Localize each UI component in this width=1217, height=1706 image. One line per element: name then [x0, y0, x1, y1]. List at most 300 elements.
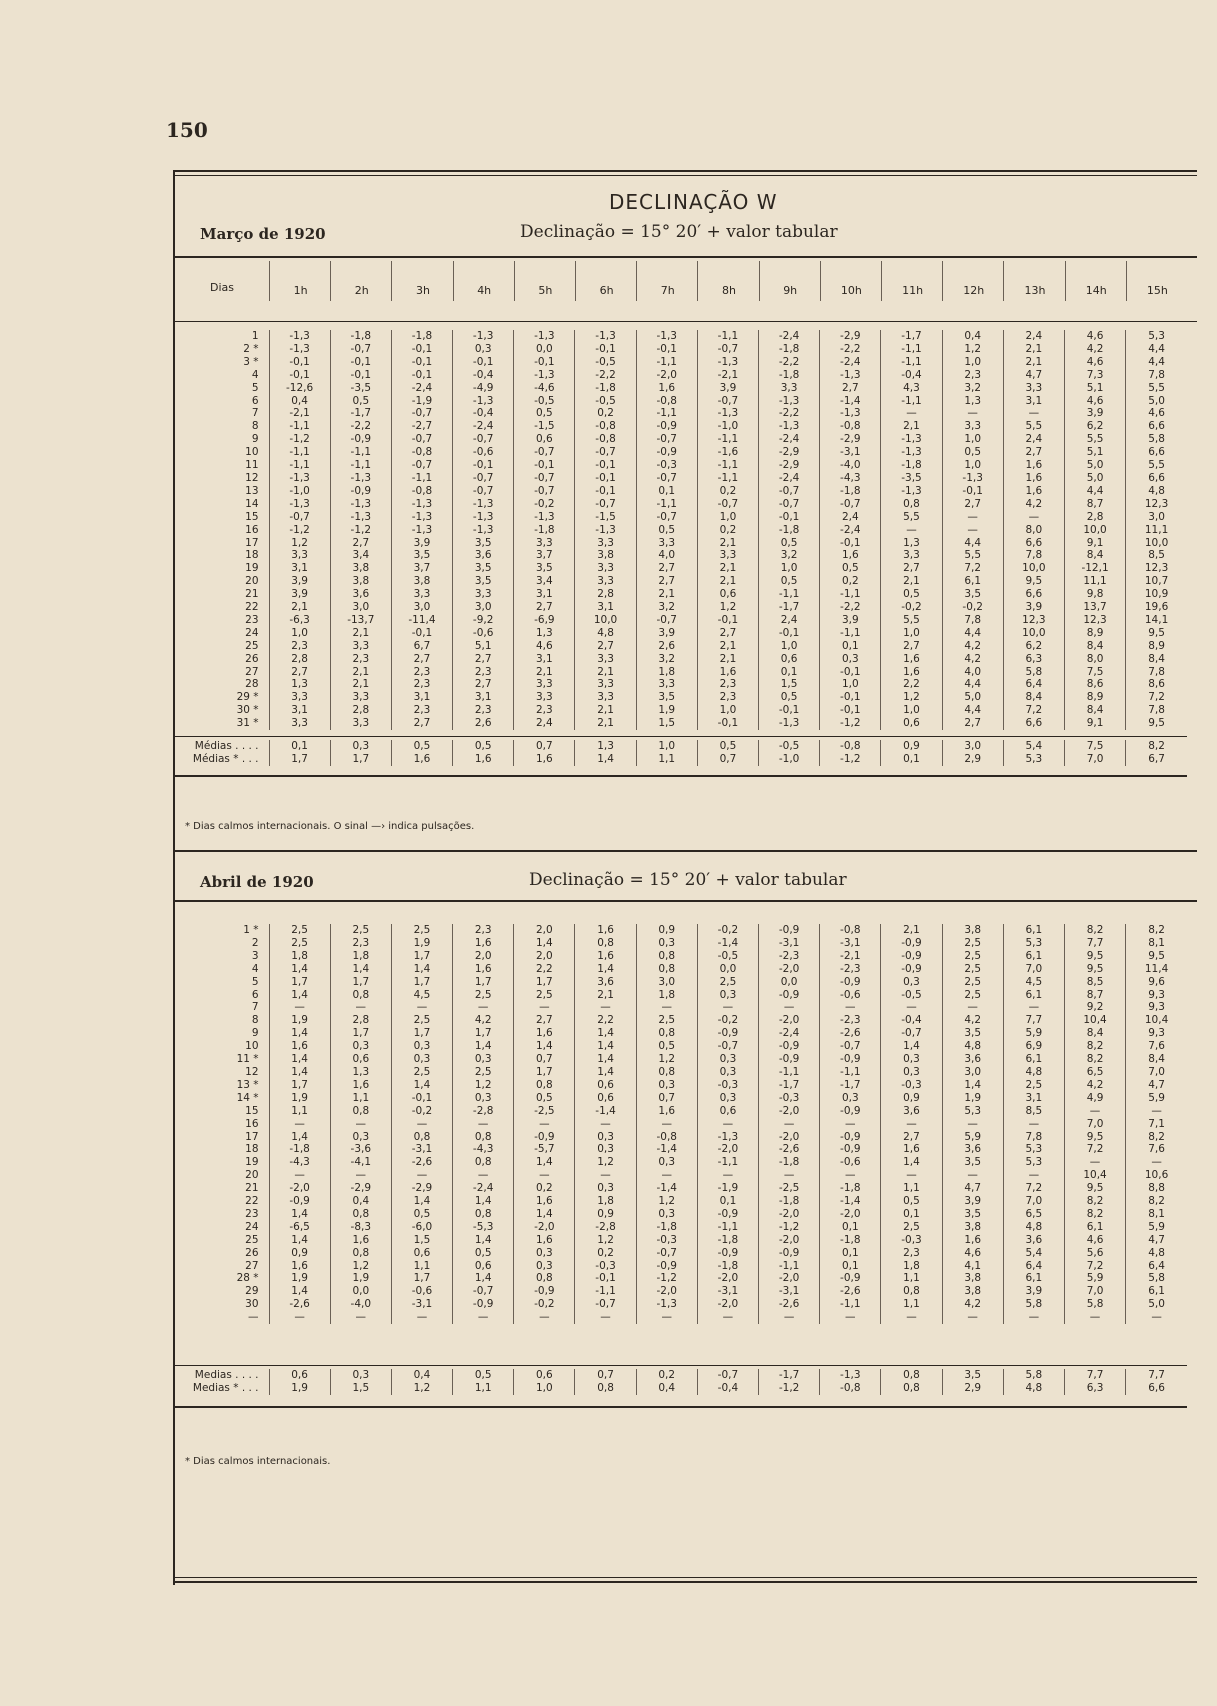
value-cell: -1,3 — [942, 472, 1003, 485]
value-cell: 9,5 — [1064, 963, 1125, 976]
day-label: Médias * . . . — [192, 752, 259, 765]
value-cell: 10,0 — [575, 614, 636, 627]
value-cell: -0,6 — [453, 446, 514, 459]
value-cell: 3,1 — [269, 562, 330, 575]
value-cell: — — [881, 1169, 942, 1182]
value-cell: 1,6 — [575, 924, 636, 937]
value-cell: 3,8 — [330, 575, 391, 588]
value-cell: -1,3 — [759, 717, 820, 730]
value-cell: 3,2 — [942, 382, 1003, 395]
value-cell: -1,1 — [820, 1298, 881, 1311]
value-cell: 3,3 — [942, 420, 1003, 433]
value-cell: 4,7 — [1126, 1079, 1187, 1092]
value-cell: 8,2 — [1064, 1040, 1125, 1053]
value-cell: 1,9 — [942, 1092, 1003, 1105]
day-label: 15 — [245, 510, 259, 523]
value-cell: 0,5 — [514, 1092, 575, 1105]
day-label: 6 — [251, 394, 259, 407]
value-cell: -0,9 — [820, 1272, 881, 1285]
value-cell: 6,6 — [1126, 1382, 1187, 1395]
value-cell: -0,8 — [636, 395, 697, 408]
value-cell: 1,2 — [881, 691, 942, 704]
value-cell: 2,1 — [575, 989, 636, 1002]
value-cell: — — [820, 1001, 881, 1014]
value-cell: 1,3 — [575, 740, 636, 753]
day-label: 14 * — [236, 1091, 259, 1104]
day-label: 21 — [245, 1182, 259, 1195]
value-cell: -1,3 — [453, 511, 514, 524]
value-cell: 2,5 — [942, 989, 1003, 1002]
table-row — [175, 1027, 1187, 1040]
value-cell: 4,8 — [1003, 1382, 1064, 1395]
value-cell: 2,7 — [514, 1014, 575, 1027]
value-cell: 1,7 — [269, 753, 330, 766]
value-cell: 2,2 — [881, 678, 942, 691]
value-cell: 1,2 — [636, 1195, 697, 1208]
value-cell: -9,2 — [453, 614, 514, 627]
value-cell: 0,3 — [514, 1260, 575, 1273]
value-cell: -1,3 — [636, 330, 697, 343]
value-cell: -0,7 — [391, 407, 452, 420]
value-cell: -0,6 — [820, 989, 881, 1002]
table-row — [175, 627, 1187, 640]
value-cell: 3,3 — [575, 678, 636, 691]
value-cell: 6,6 — [1126, 446, 1187, 459]
value-cell: 1,2 — [453, 1079, 514, 1092]
value-cell: 2,5 — [942, 976, 1003, 989]
value-cell: 7,0 — [1064, 1285, 1125, 1298]
value-cell: -0,9 — [269, 1195, 330, 1208]
value-cell: -0,8 — [636, 1131, 697, 1144]
value-cell: -2,2 — [820, 343, 881, 356]
value-cell: 7,3 — [1064, 369, 1125, 382]
value-cell: 9,5 — [1126, 627, 1187, 640]
value-cell: 2,6 — [636, 640, 697, 653]
value-cell: -1,1 — [269, 420, 330, 433]
value-cell: 3,5 — [514, 562, 575, 575]
day-label: 4 — [251, 368, 259, 381]
value-cell: 0,5 — [453, 740, 514, 753]
value-cell: 1,9 — [636, 704, 697, 717]
value-cell: -1,9 — [697, 1182, 758, 1195]
value-cell: -1,8 — [330, 330, 391, 343]
value-cell: — — [1003, 1311, 1064, 1324]
value-cell: 0,9 — [636, 924, 697, 937]
table-row — [175, 459, 1187, 472]
table-row — [175, 704, 1187, 717]
value-cell: — — [697, 1169, 758, 1182]
value-cell: 8,9 — [1064, 691, 1125, 704]
value-cell: 5,3 — [1003, 937, 1064, 950]
value-cell: -0,2 — [391, 1105, 452, 1118]
header-hour-2: 2h — [330, 261, 392, 301]
value-cell: -0,4 — [881, 1014, 942, 1027]
value-cell: 11,1 — [1126, 524, 1187, 537]
value-cell: 9,3 — [1126, 989, 1187, 1002]
value-cell: 1,1 — [453, 1382, 514, 1395]
table-row — [175, 356, 1187, 369]
value-cell: 0,8 — [330, 1247, 391, 1260]
value-cell: 6,3 — [1003, 653, 1064, 666]
value-cell: 8,9 — [1064, 627, 1125, 640]
value-cell: 5,3 — [1126, 330, 1187, 343]
value-cell: -1,0 — [697, 420, 758, 433]
day-label: 20 — [245, 1169, 259, 1182]
value-cell: 7,0 — [1064, 1118, 1125, 1131]
means-row — [175, 753, 1187, 766]
value-cell: 3,8 — [575, 549, 636, 562]
value-cell: -0,9 — [820, 1105, 881, 1118]
table-row — [175, 691, 1187, 704]
value-cell: 8,2 — [1064, 1208, 1125, 1221]
value-cell: 4,2 — [1003, 498, 1064, 511]
value-cell: -1,3 — [881, 485, 942, 498]
value-cell: 6,1 — [1003, 950, 1064, 963]
value-cell: 3,9 — [942, 1195, 1003, 1208]
value-cell: 3,2 — [759, 549, 820, 562]
value-cell: -0,2 — [514, 1298, 575, 1311]
value-cell: 1,4 — [575, 753, 636, 766]
value-cell: -1,8 — [759, 1156, 820, 1169]
value-cell: -2,3 — [820, 1014, 881, 1027]
value-cell: 1,4 — [453, 1272, 514, 1285]
value-cell: 9,5 — [1126, 950, 1187, 963]
value-cell: 1,6 — [514, 1195, 575, 1208]
value-cell: 1,8 — [575, 1195, 636, 1208]
value-cell: — — [759, 1118, 820, 1131]
header-day: Dias — [210, 281, 234, 294]
value-cell: 1,3 — [881, 537, 942, 550]
value-cell: -1,2 — [759, 1382, 820, 1395]
value-cell: 1,7 — [391, 976, 452, 989]
value-cell: 6,4 — [1003, 1260, 1064, 1273]
april-formula: Declinação = 15° 20′ + valor tabular — [529, 870, 847, 890]
value-cell: -1,5 — [514, 420, 575, 433]
value-cell: 0,3 — [453, 1092, 514, 1105]
value-cell: 1,7 — [453, 976, 514, 989]
value-cell: — — [269, 1001, 330, 1014]
value-cell: 4,0 — [942, 666, 1003, 679]
value-cell: -0,9 — [881, 950, 942, 963]
value-cell: 3,8 — [330, 562, 391, 575]
value-cell: 1,4 — [575, 1027, 636, 1040]
value-cell: 0,7 — [636, 1092, 697, 1105]
value-cell: 8,1 — [1126, 1208, 1187, 1221]
day-label: 11 * — [236, 1053, 259, 1066]
value-cell: 0,3 — [636, 937, 697, 950]
value-cell: -0,7 — [697, 498, 758, 511]
value-cell: 2,1 — [575, 666, 636, 679]
value-cell: 5,0 — [942, 691, 1003, 704]
value-cell: 2,0 — [514, 924, 575, 937]
table-row — [175, 1311, 1187, 1324]
value-cell: 3,3 — [514, 678, 575, 691]
value-cell: 3,3 — [636, 537, 697, 550]
value-cell: 0,8 — [453, 1208, 514, 1221]
value-cell: 6,1 — [1003, 924, 1064, 937]
value-cell: 0,5 — [759, 537, 820, 550]
value-cell: -0,5 — [514, 395, 575, 408]
value-cell: 3,3 — [391, 588, 452, 601]
value-cell: 0,1 — [269, 740, 330, 753]
table-row — [175, 976, 1187, 989]
value-cell: -0,1 — [575, 1272, 636, 1285]
value-cell: -1,1 — [330, 446, 391, 459]
value-cell: 4,2 — [1064, 343, 1125, 356]
value-cell: -1,3 — [575, 524, 636, 537]
value-cell: -1,1 — [269, 446, 330, 459]
value-cell: 2,4 — [820, 511, 881, 524]
value-cell: 1,4 — [575, 1040, 636, 1053]
value-cell: 1,8 — [881, 1260, 942, 1273]
value-cell: 0,8 — [881, 498, 942, 511]
value-cell: 7,7 — [1064, 937, 1125, 950]
value-cell: 1,1 — [330, 1092, 391, 1105]
value-cell: 14,1 — [1126, 614, 1187, 627]
value-cell: -0,9 — [759, 989, 820, 1002]
table-row — [175, 395, 1187, 408]
value-cell: -2,0 — [759, 1234, 820, 1247]
value-cell: 8,2 — [1126, 1131, 1187, 1144]
value-cell: -3,1 — [759, 937, 820, 950]
value-cell: -2,8 — [453, 1105, 514, 1118]
value-cell: -1,3 — [330, 472, 391, 485]
value-cell: 1,1 — [881, 1298, 942, 1311]
value-cell: -1,5 — [575, 511, 636, 524]
value-cell: 0,6 — [330, 1053, 391, 1066]
value-cell: -0,2 — [942, 601, 1003, 614]
value-cell: — — [269, 1169, 330, 1182]
table-row — [175, 498, 1187, 511]
value-cell: 7,5 — [1064, 666, 1125, 679]
value-cell: 5,0 — [1126, 1298, 1187, 1311]
day-label: 8 — [251, 420, 259, 433]
value-cell: -0,1 — [269, 356, 330, 369]
value-cell: 4,6 — [1064, 356, 1125, 369]
value-cell: 3,3 — [575, 575, 636, 588]
value-cell: 0,6 — [759, 653, 820, 666]
day-label: 2 — [251, 936, 259, 949]
value-cell: -2,5 — [514, 1105, 575, 1118]
value-cell: 6,1 — [1126, 1285, 1187, 1298]
value-cell: 3,6 — [453, 549, 514, 562]
value-cell: 0,9 — [881, 740, 942, 753]
value-cell: — — [575, 1311, 636, 1324]
value-cell: -0,7 — [269, 511, 330, 524]
value-cell: 9,3 — [1126, 1001, 1187, 1014]
value-cell: 3,3 — [330, 640, 391, 653]
table-row — [175, 1260, 1187, 1273]
value-cell: -2,0 — [759, 1272, 820, 1285]
value-cell: 2,7 — [330, 537, 391, 550]
value-cell: 2,5 — [514, 989, 575, 1002]
value-cell: — — [942, 1118, 1003, 1131]
value-cell: -0,5 — [575, 356, 636, 369]
value-cell: 2,5 — [453, 989, 514, 1002]
value-cell: 3,2 — [636, 653, 697, 666]
value-cell: -1,3 — [269, 330, 330, 343]
header-hour-8: 8h — [697, 261, 759, 301]
value-cell: 2,7 — [881, 640, 942, 653]
value-cell: — — [697, 1311, 758, 1324]
value-cell: 4,6 — [514, 640, 575, 653]
value-cell: 1,2 — [575, 1156, 636, 1169]
value-cell: -1,3 — [697, 1131, 758, 1144]
value-cell: — — [1003, 1001, 1064, 1014]
value-cell: -2,7 — [391, 420, 452, 433]
value-cell: 2,5 — [269, 937, 330, 950]
value-cell: 2,1 — [330, 627, 391, 640]
value-cell: 0,5 — [820, 562, 881, 575]
value-cell: 4,2 — [942, 1014, 1003, 1027]
value-cell: 6,4 — [1126, 1260, 1187, 1273]
value-cell: -0,1 — [391, 343, 452, 356]
value-cell: -0,1 — [820, 537, 881, 550]
value-cell: 5,8 — [1003, 1298, 1064, 1311]
day-label: 30 — [245, 1298, 259, 1311]
value-cell: 3,7 — [514, 549, 575, 562]
value-cell: 1,6 — [636, 1105, 697, 1118]
value-cell: 1,6 — [514, 753, 575, 766]
value-cell: -1,3 — [820, 1369, 881, 1382]
value-cell: -3,1 — [820, 937, 881, 950]
value-cell: 2,3 — [453, 666, 514, 679]
value-cell: 2,7 — [636, 575, 697, 588]
value-cell: 10,4 — [1064, 1169, 1125, 1182]
value-cell: -1,9 — [391, 395, 452, 408]
value-cell: — — [942, 524, 1003, 537]
table-row — [175, 1105, 1187, 1118]
value-cell: -0,9 — [514, 1285, 575, 1298]
value-cell: -1,1 — [759, 588, 820, 601]
value-cell: 1,2 — [697, 601, 758, 614]
value-cell: 5,5 — [1003, 420, 1064, 433]
value-cell: — — [759, 1001, 820, 1014]
value-cell: -2,2 — [575, 369, 636, 382]
header-hour-14: 14h — [1065, 261, 1127, 301]
value-cell: -1,4 — [636, 1182, 697, 1195]
value-cell: 9,5 — [1003, 575, 1064, 588]
value-cell: 1,7 — [453, 1027, 514, 1040]
value-cell: 2,5 — [391, 1014, 452, 1027]
value-cell: 3,3 — [453, 588, 514, 601]
value-cell: 7,2 — [942, 562, 1003, 575]
value-cell: 1,6 — [330, 1079, 391, 1092]
value-cell: 8,4 — [1003, 691, 1064, 704]
value-cell: 0,3 — [514, 1247, 575, 1260]
value-cell: 1,6 — [1003, 459, 1064, 472]
value-cell: 3,1 — [391, 691, 452, 704]
table-row — [175, 653, 1187, 666]
table-row — [175, 963, 1187, 976]
value-cell: -1,3 — [453, 498, 514, 511]
value-cell: -0,7 — [820, 1040, 881, 1053]
march-footnote: * Dias calmos internacionais. O sinal —› indica pulsações. — [185, 821, 475, 832]
value-cell: 7,8 — [942, 614, 1003, 627]
value-cell: -1,1 — [697, 1156, 758, 1169]
value-cell: 1,6 — [453, 937, 514, 950]
value-cell: — — [514, 1169, 575, 1182]
value-cell: 0,3 — [575, 1182, 636, 1195]
value-cell: 7,2 — [1003, 1182, 1064, 1195]
value-cell: -0,7 — [759, 485, 820, 498]
table-row — [175, 524, 1187, 537]
value-cell: 4,3 — [881, 382, 942, 395]
value-cell: 10,6 — [1126, 1169, 1187, 1182]
day-label: 3 * — [243, 355, 259, 368]
value-cell: 0,3 — [453, 1053, 514, 1066]
value-cell: 3,7 — [391, 562, 452, 575]
table-row — [175, 562, 1187, 575]
value-cell: 3,3 — [575, 653, 636, 666]
value-cell: 3,3 — [575, 691, 636, 704]
value-cell: — — [881, 1001, 942, 1014]
value-cell: -0,9 — [881, 963, 942, 976]
value-cell: 0,3 — [820, 1092, 881, 1105]
value-cell: -2,0 — [759, 963, 820, 976]
value-cell: 0,7 — [514, 740, 575, 753]
value-cell: 1,4 — [269, 1208, 330, 1221]
table-row — [175, 1040, 1187, 1053]
value-cell: 2,1 — [575, 717, 636, 730]
value-cell: -0,8 — [575, 433, 636, 446]
value-cell: 2,7 — [391, 717, 452, 730]
march-data-table — [175, 330, 1187, 730]
value-cell: 1,0 — [759, 640, 820, 653]
table-row — [175, 1156, 1187, 1169]
value-cell: 5,1 — [1064, 446, 1125, 459]
table-row — [175, 1208, 1187, 1221]
value-cell: -0,8 — [820, 924, 881, 937]
value-cell: -1,1 — [697, 472, 758, 485]
value-cell: 8,5 — [1003, 1105, 1064, 1118]
value-cell: 5,8 — [1126, 1272, 1187, 1285]
value-cell: -3,1 — [391, 1298, 452, 1311]
means-row — [175, 1382, 1187, 1395]
value-cell: 3,0 — [330, 601, 391, 614]
value-cell: 3,8 — [942, 1221, 1003, 1234]
day-label: 14 — [245, 497, 259, 510]
value-cell: 1,1 — [881, 1182, 942, 1195]
value-cell: 0,1 — [820, 640, 881, 653]
value-cell: 10,4 — [1126, 1014, 1187, 1027]
value-cell: 0,1 — [881, 753, 942, 766]
header-hour-11: 11h — [881, 261, 943, 301]
value-cell: -2,6 — [820, 1285, 881, 1298]
value-cell: 2,8 — [330, 704, 391, 717]
value-cell: 4,2 — [942, 640, 1003, 653]
value-cell: -2,9 — [391, 1182, 452, 1195]
value-cell: 3,8 — [942, 924, 1003, 937]
value-cell: 6,2 — [1064, 420, 1125, 433]
value-cell: -0,1 — [514, 356, 575, 369]
value-cell: 8,4 — [1126, 653, 1187, 666]
value-cell: 1,0 — [697, 704, 758, 717]
table-row — [175, 640, 1187, 653]
day-label: 30 * — [236, 704, 259, 717]
value-cell: -0,9 — [636, 1260, 697, 1273]
value-cell: -1,8 — [759, 524, 820, 537]
day-label: 22 — [245, 601, 259, 614]
value-cell: — — [636, 1001, 697, 1014]
value-cell: 0,1 — [759, 666, 820, 679]
value-cell: -1,3 — [269, 498, 330, 511]
value-cell: -0,7 — [820, 498, 881, 511]
value-cell: -1,8 — [636, 1221, 697, 1234]
value-cell: 0,8 — [330, 1208, 391, 1221]
value-cell: — — [391, 1118, 452, 1131]
value-cell: 2,4 — [514, 717, 575, 730]
